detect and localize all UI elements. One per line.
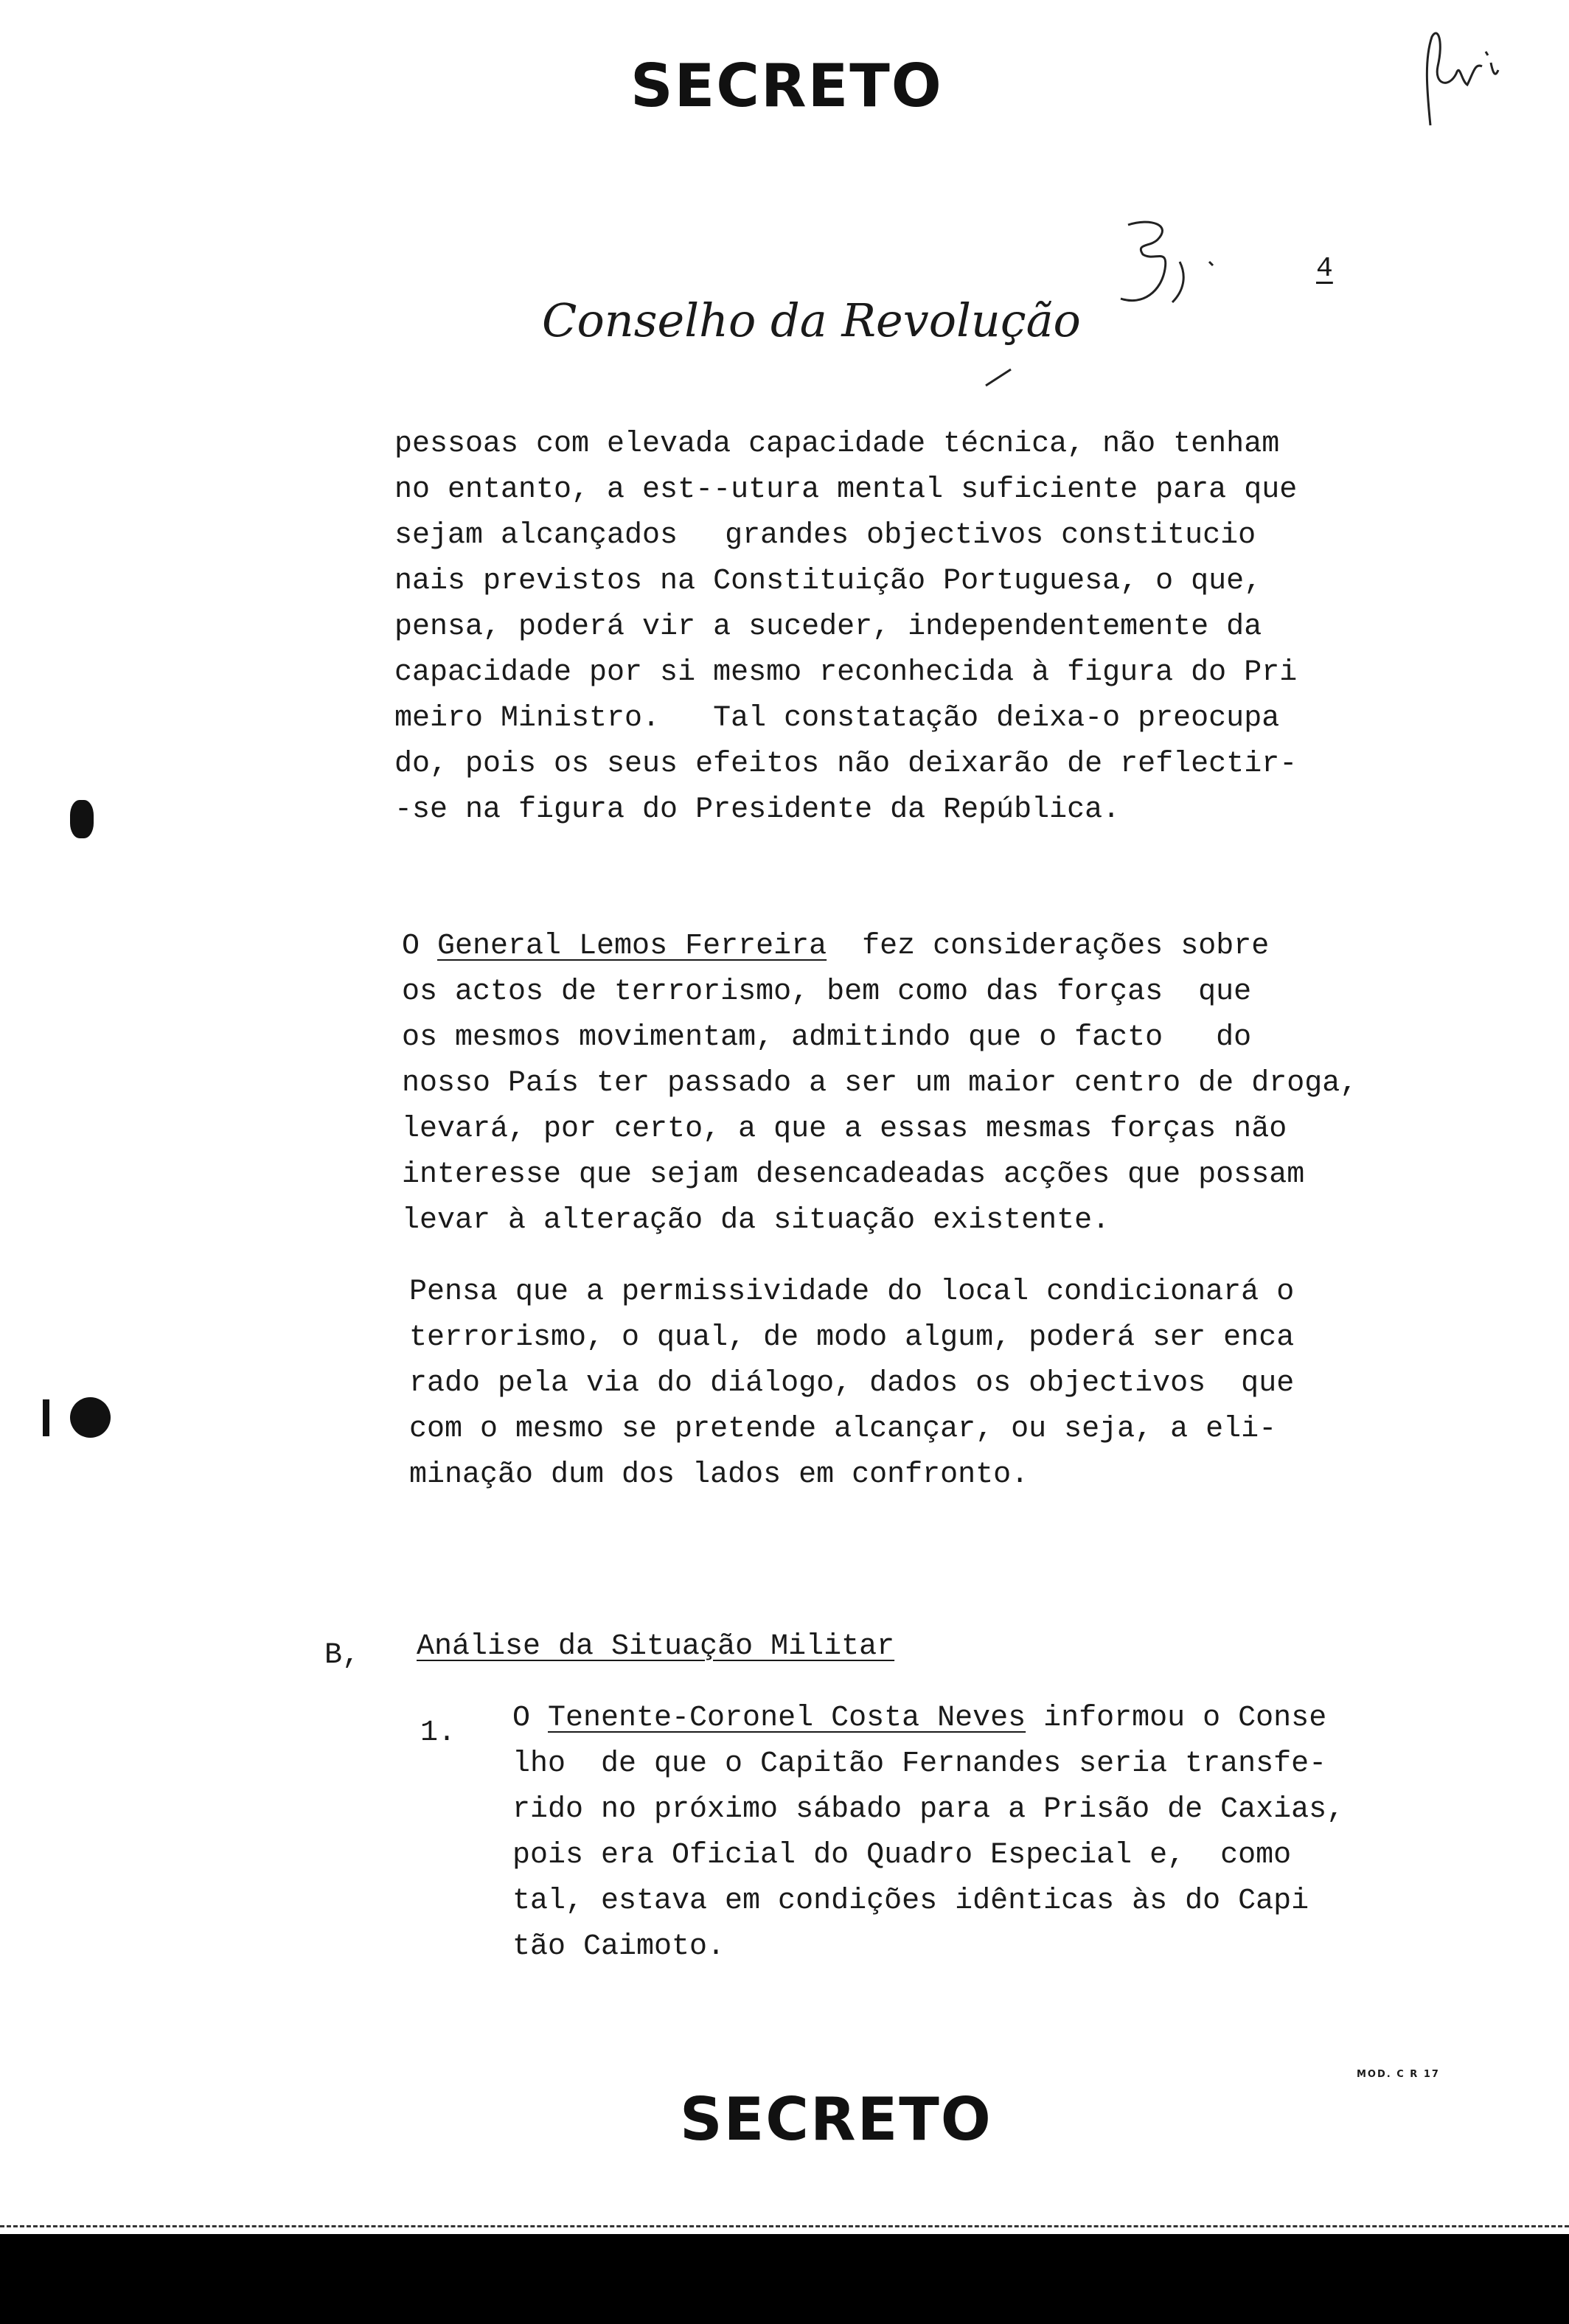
text-line: tão Caimoto. [512, 1930, 726, 1963]
paragraph-prefix: O [512, 1702, 549, 1735]
scan-border [0, 2234, 1569, 2324]
form-code: MOD. C R 17 [1357, 2069, 1440, 2080]
text-line: -se na figura do Presidente da República. [394, 793, 1121, 827]
margin-mark [43, 1399, 49, 1436]
text-line: pessoas com elevada capacidade técnica, não tenham [394, 428, 1280, 461]
text-line: interesse que sejam desencadeadas acções que possam [402, 1158, 1305, 1191]
tick-mark [984, 365, 1014, 387]
paragraph-prefix: O [402, 930, 438, 963]
text-line: rido no próximo sábado para a Prisão de Caxias, [512, 1793, 1345, 1826]
handwritten-mark [1099, 210, 1231, 321]
text-line: pensa, poderá vir a suceder, independentemente da [394, 610, 1262, 644]
terrorism-paragraph [409, 1270, 1294, 1498]
letterhead: Conselho da Revolução [542, 293, 1081, 347]
text-line: com o mesmo se pretende alcançar, ou seja, a eli- [409, 1413, 1277, 1446]
text-line: minação dum dos lados em confronto. [409, 1458, 1029, 1492]
item-number: 1. [420, 1716, 456, 1750]
text-line: levar à alteração da situação existente. [402, 1204, 1110, 1237]
speaker-name: Tenente-Coronel Costa Neves [548, 1702, 1026, 1735]
speaker-name: General Lemos Ferreira [437, 930, 827, 963]
section-title: Análise da Situação Militar [417, 1630, 895, 1663]
text-line [402, 924, 1357, 970]
text-line: do, pois os seus efeitos não deixarão de reflectir- [394, 748, 1298, 781]
classification-stamp-top: SECRETO [630, 52, 943, 120]
text-line: meiro Ministro. Tal constatação deixa-o preocupa [394, 702, 1280, 735]
text-line: tal, estava em condições idênticas às do Capi [512, 1885, 1309, 1918]
text-line: lho de que o Capitão Fernandes seria transfe- [512, 1747, 1327, 1781]
text-line: nosso País ter passado a ser um maior centro de droga, [402, 1067, 1358, 1100]
text-line: rado pela via do diálogo, dados os objectivos que [409, 1367, 1295, 1400]
text-line: Pensa que a permissividade do local condicionará o [409, 1276, 1295, 1309]
text-fragment: fez considerações sobre [827, 930, 1270, 963]
text-line: no entanto, a est‐‐utura mental suficiente para que [394, 473, 1298, 507]
text-line: capacidade por si mesmo reconhecida à figura do Pri [394, 656, 1298, 689]
text-line: nais previstos na Constituição Portuguesa, o que, [394, 565, 1262, 598]
text-line [512, 1696, 1344, 1742]
text-line: sejam alcançados grandes objectivos constitucio [394, 519, 1256, 552]
text-fragment: informou o Conse [1026, 1702, 1327, 1735]
text-line: levará, por certo, a que a essas mesmas forças não [402, 1113, 1287, 1146]
punch-hole-mark [70, 800, 94, 838]
item-1-text [512, 1696, 1344, 1970]
punch-hole-mark [70, 1397, 111, 1438]
text-line: terrorismo, o qual, de modo algum, poderá ser enca [409, 1321, 1295, 1354]
section-letter: B, [324, 1639, 361, 1672]
page-number: 4 [1316, 253, 1333, 285]
text-line: os mesmos movimentam, admitindo que o facto do [402, 1021, 1252, 1054]
text-line: pois era Oficial do Quadro Especial e, como [512, 1839, 1292, 1872]
intro-paragraph [394, 422, 1297, 833]
handwritten-initials [1416, 22, 1504, 140]
lemos-paragraph [402, 924, 1357, 1244]
classification-stamp-bottom: SECRETO [680, 2085, 992, 2154]
scan-edge-line [0, 2225, 1569, 2227]
text-line: os actos de terrorismo, bem como das forças que [402, 975, 1252, 1009]
